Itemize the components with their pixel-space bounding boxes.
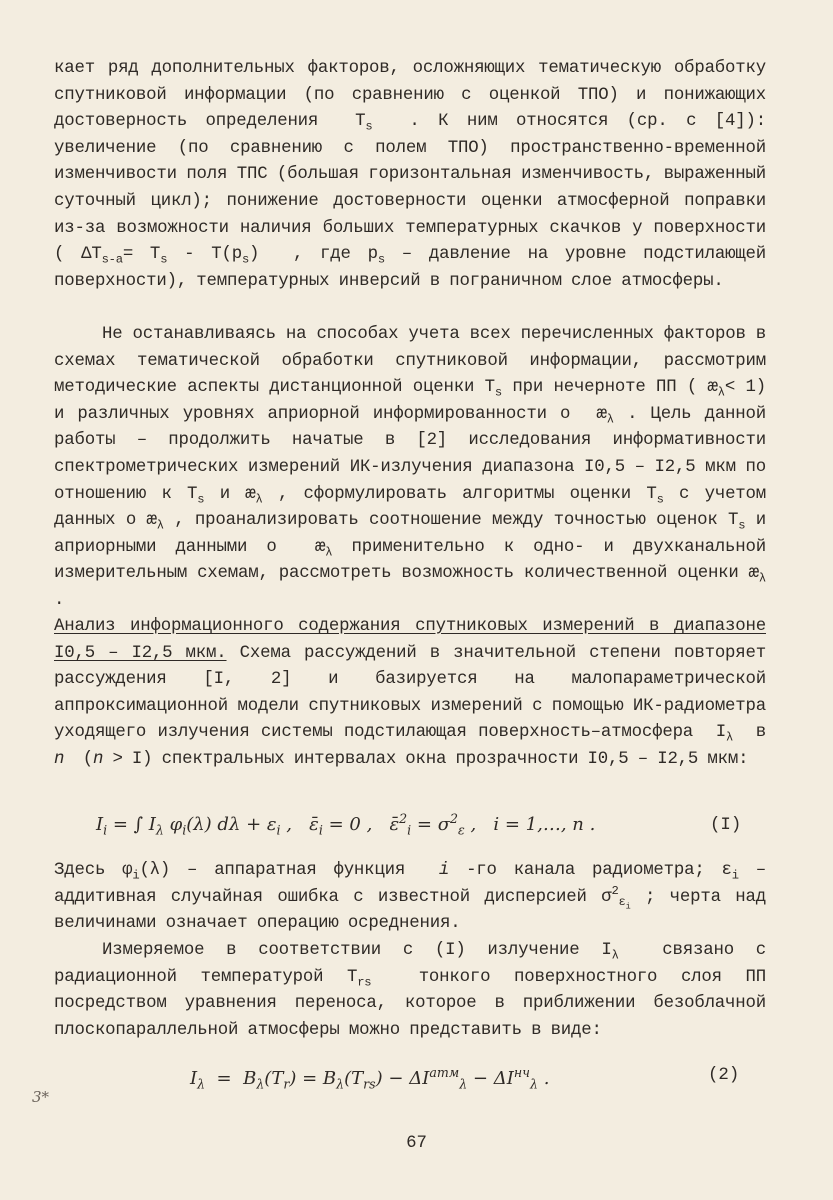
equation-2: $I_\lambda = B_\lambda(T_r) = B_\lambda(T_{rs}) - \Delta I^{атм}_\lambda - \Delta I^{нч}_\lambda$ . bbox=[190, 1065, 550, 1092]
paragraph-3: Анализ информационного содержания спутниковых измерений в диапазоне I0,5 – I2,5 мкм. Схема рассуждений в значительной степени повторяет рассуждения [I, 2] и базируется на малопараметрической аппроксимационной модели спутниковых измерений с помощью ИК-радиометра уходящего излучения системы подстилающая поверхность–атмосфера $I_\lambda$ в n (n > I) спектральных интервалах окна прозрачности I0,5 – I2,5 мкм: bbox=[54, 617, 767, 769]
paragraph-5: Измеряемое в соответствии с (I) излучение $I_\lambda$ связано с радиационной температурой $T_{rs}$ тонкого поверхностного слоя ПП посредством уравнения переноса, которое в приближении безоблачной плоскопараллельной атмосферы можно представить в виде: bbox=[54, 941, 767, 1040]
page-number: 67 bbox=[406, 1134, 427, 1153]
paragraph-2: Не останавливаясь на способах учета всех перечисленных факторов в схемах тематической обработки спутниковой информации, рассмотрим методические аспекты дистанционной оценки $T_s$ при нечерноте ПП ( $æ_\lambda< 1$) и различных уровнях априорной информированности о $æ_\lambda$ . Цель данной работы – продолжить начатые в [2] исследования информативности спектрометрических измерений ИК-излучения диапазона I0,5 – I2,5 мкм по отношению к $T_s$ и $æ_\lambda$ , сформулировать алгоритмы оценки $T_s$ с учетом данных о $æ_\lambda$ , проанализировать соотношение между точностью оценок $T_s$ и априорными данными о $æ_\lambda$ применительно к одно- и двухканальной измерительным схемам, рассмотреть возможность количественной оценки $æ_\lambda$ . bbox=[54, 325, 767, 610]
equation-1: $I_i$ = ∫ $I_\lambda$ $\varphi_i(\lambda) d\lambda + \varepsilon_i$ , $\varepsilon̄_i = 0$ , ε̄$^2_i$ = $\sigma^2_\varepsilon$ , i = 1,…, n . bbox=[96, 811, 596, 838]
paragraph-4: Здесь $\varphi_i(\lambda)$ – аппаратная функция i -го канала радиометра; $\varepsilon_i$ – аддитивная случайная ошибка с известной дисперсией $\sigma^2_{\varepsilon_i}$ ; черта над величинами означает операцию осреднения. bbox=[54, 861, 766, 934]
paragraph-1: кает ряд дополнительных факторов, осложняющих тематическую обработку спутниковой информации (по сравнению с оценкой ТПО) и понижающих достоверность определения $T_s$ . К ним относятся (ср. с [4]): увеличение (по сравнению с полем ТПО) пространственно-временной изменчивости поля ТПС (большая горизонтальная изменчивость, выраженный суточный цикл); понижение достоверности оценки атмосферной поправки из-за возможности наличия больших температурных скачков у поверхности ( $\Delta T_{s-a}= T_s - T(p_s)$ , где $p_s$ – давление на уровне подстилающей поверхности), температурных инверсий в пограничном слое атмосферы. bbox=[54, 59, 767, 291]
equation-2-number: (2) bbox=[708, 1066, 740, 1085]
equation-1-number: (I) bbox=[710, 816, 742, 835]
signature-mark: 3* bbox=[32, 1088, 50, 1106]
